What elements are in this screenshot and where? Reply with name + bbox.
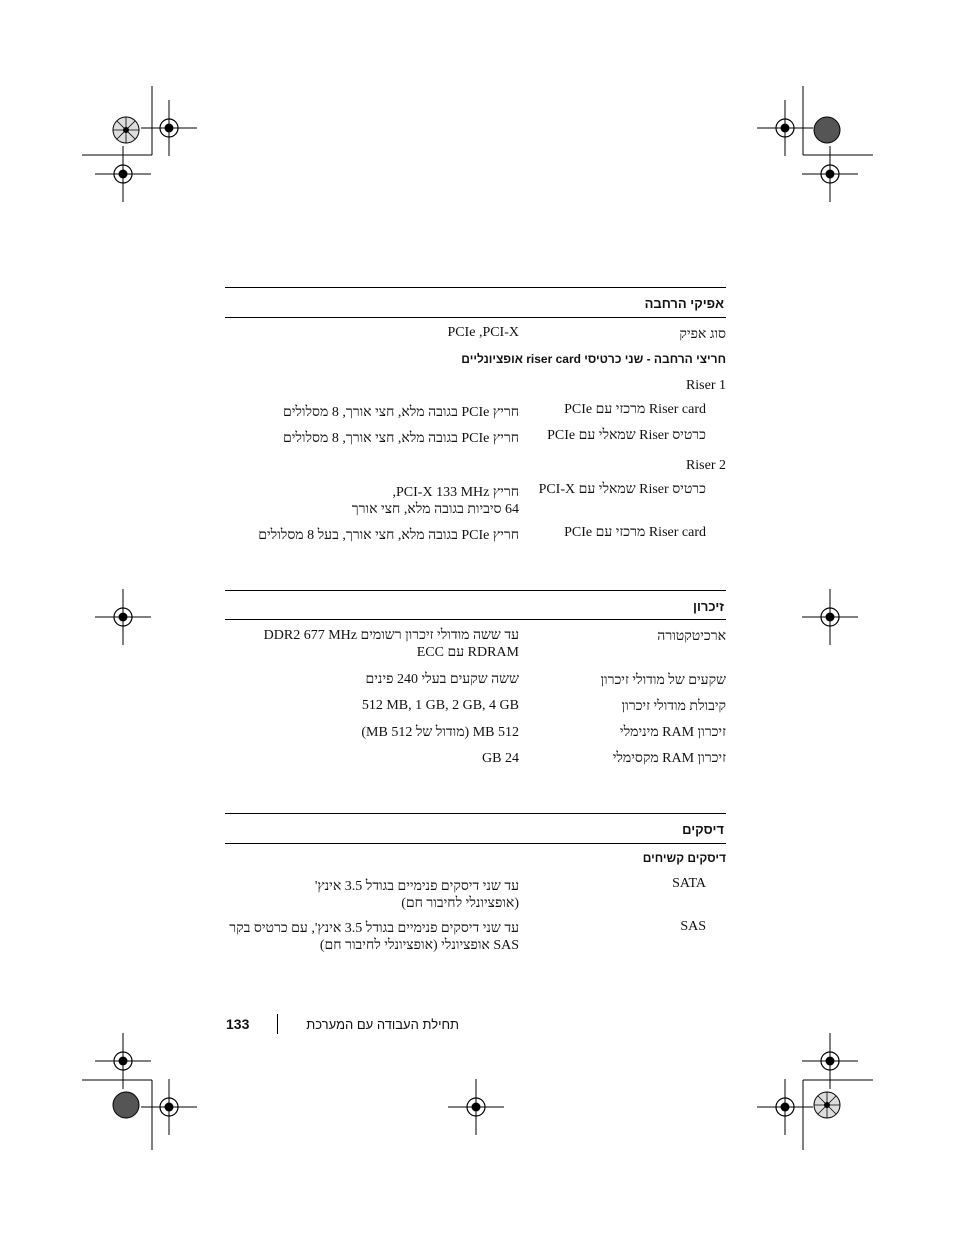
- starburst-icon: [814, 117, 840, 143]
- min-ram-label: זיכרון RAM מינימלי: [619, 725, 726, 740]
- sockets-value: ששה שקעים בעלי 240 פינים: [365, 672, 519, 687]
- riser1-row1-label: Riser card מרכזי עם PCIe: [564, 402, 706, 417]
- riser2-label: Riser 2: [685, 458, 726, 473]
- capacity-label: קיבולת מודולי זיכרון: [621, 699, 726, 714]
- sata-label: SATA: [672, 876, 706, 891]
- section-rule: [225, 813, 726, 814]
- section-rule: [225, 317, 726, 318]
- riser2-row2-value: חריץ PCIe בגובה מלא, חצי אורך, בעל 8 מסלולים: [258, 528, 519, 543]
- sas-value: SAS אופציונלי (אופציונלי לחיבור חם): [319, 938, 519, 953]
- sas-label: SAS: [680, 919, 706, 934]
- arch-value: RDRAM עם ECC: [416, 645, 519, 660]
- starburst-icon: [113, 117, 139, 143]
- arch-value: עד ששה מודולי זיכרון רשומים DDR2 677 MHz: [263, 628, 519, 643]
- bus-type-label: סוג אפיק: [679, 327, 726, 342]
- max-ram-value: 24 GB: [482, 751, 519, 766]
- capacity-value: 512 MB, 1 GB, 2 GB, 4 GB: [361, 698, 519, 713]
- starburst-icon: [113, 1092, 139, 1118]
- section-rule: [225, 843, 726, 844]
- footer-title: תחילת העבודה עם המערכת: [306, 1017, 459, 1032]
- starburst-icon: [814, 1092, 840, 1118]
- sockets-label: שקעים של מודולי זיכרון: [600, 673, 726, 688]
- hard-drives-subtitle: דיסקים קשיחים: [642, 851, 726, 865]
- page-number: 133: [226, 1016, 250, 1032]
- section-title-memory: זיכרון: [693, 599, 724, 614]
- riser1-row2-label: כרטיס Riser שמאלי עם PCIe: [547, 428, 706, 443]
- riser1-row1-value: חריץ PCIe בגובה מלא, חצי אורך, 8 מסלולים: [282, 405, 519, 420]
- section-title-drives: דיסקים: [682, 822, 724, 837]
- riser2-row1-label: כרטיס Riser שמאלי עם PCI-X: [538, 482, 706, 497]
- bus-type-value: PCIe ,PCI-X: [447, 325, 519, 340]
- sata-value: עד שני דיסקים פנימיים בגודל 3.5 אינץ': [314, 879, 519, 894]
- footer-separator: [277, 1014, 278, 1034]
- section-title-expansion: אפיקי הרחבה: [644, 296, 724, 311]
- expansion-slots-subtitle: חריצי הרחבה - שני כרטיסי riser card אופציונליים: [461, 352, 726, 366]
- min-ram-value: 512 MB (מודול של 512 MB): [361, 725, 519, 740]
- sata-value: (אופציונלי לחיבור חם): [401, 896, 519, 911]
- riser1-label: Riser 1: [685, 378, 726, 393]
- riser1-row2-value: חריץ PCIe בגובה מלא, חצי אורך, 8 מסלולים: [282, 431, 519, 446]
- section-rule: [225, 287, 726, 288]
- riser2-row2-label: Riser card מרכזי עם PCIe: [564, 525, 706, 540]
- riser2-row1-value: חריץ PCI-X 133 MHz,: [392, 485, 519, 500]
- section-rule: [225, 619, 726, 620]
- max-ram-label: זיכרון RAM מקסימלי: [612, 751, 726, 766]
- riser2-row1-value: 64 סיביות בגובה מלא, חצי אורך: [351, 502, 519, 517]
- section-rule: [225, 590, 726, 591]
- sas-value: עד שני דיסקים פנימיים בגודל 3.5 אינץ', עם כרטיס בקר: [229, 921, 519, 936]
- arch-label: ארכיטקטורה: [657, 629, 726, 644]
